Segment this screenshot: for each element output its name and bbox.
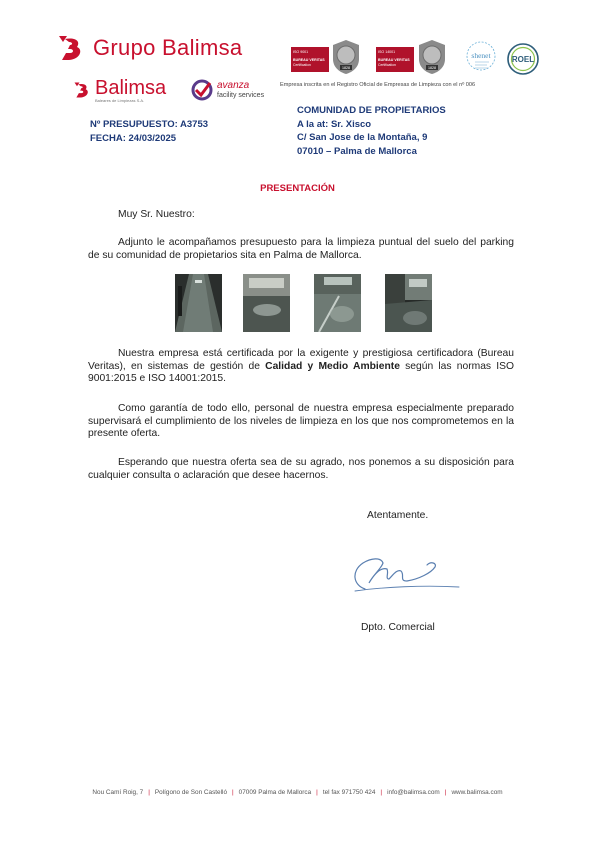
recipient-address [297,104,446,158]
budget-date: FECHA: 24/03/2025 [90,133,177,144]
balimsa-logo [72,77,167,103]
paragraph-certification [88,348,514,386]
section-title: PRESENTACIÓN [260,183,335,194]
budget-number: Nº PRESUPUESTO: A3753 [90,119,209,130]
iso14001-cert-word: Certification [378,63,396,67]
balimsa-tagline: Baleares de Limpiezas S.A. [95,98,145,103]
certification-text-bold: Calidad y Medio Ambiente [265,360,400,372]
footer-estate: Polígono de Son Castelló [154,789,227,796]
balimsa-b-small-icon [72,80,92,100]
budget-reference [90,118,208,146]
iso14001-label: ISO 14001 [378,50,396,54]
recipient-line-1: COMUNIDAD DE PROPIETARIOS [297,105,446,116]
paragraph-guarantee: Como garantía de todo ello, personal de nuestra empresa especialmente preparado supervisará el cumplimiento de los niveles de limpieza en los que nos comprometemos en la presente oferta. [88,403,514,439]
paragraph-closing: Esperando que nuestra oferta sea de su agrado, nos ponemos a su disposición para cualquier consulta o aclaración que desee hacernos. [88,457,514,481]
recipient-line-3: C/ San Jose de la Montaña, 9 [297,132,428,144]
footer-phone: tel fax 971750 424 [322,789,376,796]
iso9001-label: ISO 9001 [293,50,309,54]
avanza-logo [190,78,264,102]
footer-email[interactable]: info@balimsa.com [387,789,440,796]
certification-text-a: Nuestra empresa está certificada por la exigente y prestigiosa certificadora (Bureau Veritas), en sistemas de gestión de [88,348,514,372]
department-signoff: Dpto. Comercial [361,622,435,633]
parking-photo-4 [385,274,432,332]
recipient-line-2: A la at: Sr. Xisco [297,118,372,130]
greeting: Muy Sr. Nuestro: [118,209,195,220]
balimsa-logo-text: Balimsa [95,77,167,99]
roel-logo [503,43,543,75]
paragraph-intro: Adjunto le acompañamos presupuesto para la limpieza puntual del suelo del parking de su comunidad de propietarios sita en Palma de Mallorca. [88,237,514,261]
roel-badge-icon [503,43,543,75]
roel-text: ROEL [511,55,535,64]
footer-website[interactable]: www.balimsa.com [451,789,503,796]
footer-city: 07009 Palma de Mallorca [238,789,312,796]
bureau-veritas-seal-icon [331,39,361,75]
seal-year-2: 1828 [428,66,436,71]
iso14001-badge [376,42,414,76]
shenet-ring-icon [463,40,499,76]
parking-photo-3 [314,274,361,332]
recipient-line-4: 07010 – Palma de Mallorca [297,145,417,157]
grupo-logo-text: Grupo Balimsa [93,35,243,60]
handwritten-signature [343,545,463,595]
grupo-balimsa-logo [55,32,242,64]
footer: Nou Camí Roig, 7 | Polígono de Son Castelló | 07009 Palma de Mallorca | tel fax 971750 424 | info@balimsa.com | www.balimsa.com [92,789,503,796]
registry-note: Empresa inscrita en el Registro Oficial de Empresas de Limpieza con el nº 006 [280,82,476,88]
avanza-logo-text: avanza [217,79,250,91]
footer-address: Nou Camí Roig, 7 [92,789,144,796]
avanza-tagline: facility services [217,91,265,99]
closing-salutation: Atentamente. [367,510,429,521]
seal-year: 1828 [342,66,350,71]
iso9001-cert-body: BUREAU VERITAS [293,58,325,62]
parking-photo-2 [243,274,290,332]
iso14001-cert-body: BUREAU VERITAS [378,58,410,62]
shenet-logo [463,40,499,76]
bureau-veritas-seal-2-icon [417,39,447,75]
iso9001-badge [291,42,329,76]
shenet-text: shenet [471,51,491,60]
certification-text-b: según las normas ISO 9001:2015 e ISO 14001:2015. [88,360,515,384]
iso9001-cert-word: Certification [293,63,311,67]
balimsa-b-icon [55,33,87,63]
avanza-check-icon [190,78,214,102]
parking-photo-1 [175,274,222,332]
